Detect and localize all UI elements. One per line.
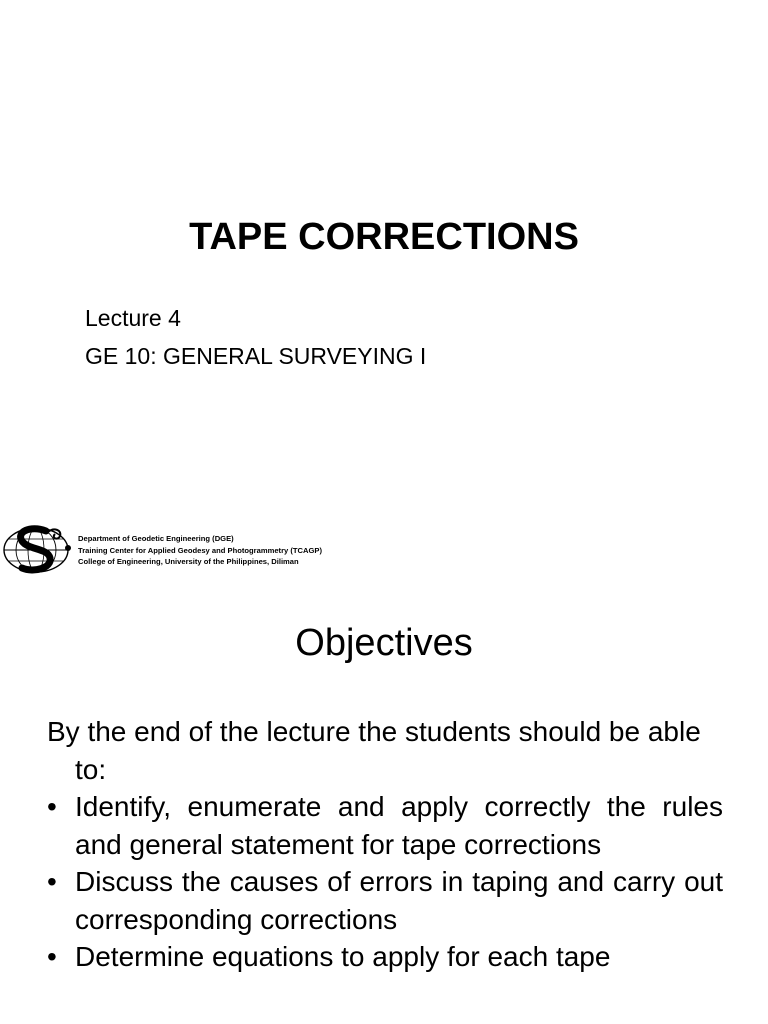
slide-title: TAPE CORRECTIONS	[189, 216, 579, 258]
course-name: GE 10: GENERAL SURVEYING I	[85, 343, 427, 369]
objective-text: Discuss the causes of errors in taping and carry out corresponding corrections	[75, 866, 723, 935]
objective-item	[47, 788, 723, 863]
objective-item	[47, 863, 723, 938]
objective-text: Identify, enumerate and apply correctly the rules and general statement for tape corrections	[75, 791, 723, 860]
department-info	[78, 533, 322, 568]
intro-text: By the end of the lecture the students should be able to:	[47, 716, 701, 785]
objectives-slide	[0, 590, 768, 1024]
bullet-icon: •	[47, 941, 57, 972]
objectives-body	[47, 713, 723, 976]
department-line: College of Engineering, University of the Philippines, Diliman	[78, 557, 299, 566]
dge-globe-logo-icon	[2, 524, 74, 576]
department-line: Training Center for Applied Geodesy and Photogrammetry (TCAGP)	[78, 545, 323, 555]
lecture-number: Lecture 4	[85, 305, 181, 331]
objective-item	[47, 938, 723, 976]
department-line: Department of Geodetic Engineering (DGE)	[78, 534, 234, 543]
slide-title: Objectives	[295, 622, 473, 664]
bullet-icon: •	[47, 791, 57, 822]
objective-text: Determine equations to apply for each tape	[75, 941, 611, 972]
bullet-icon: •	[47, 866, 57, 897]
